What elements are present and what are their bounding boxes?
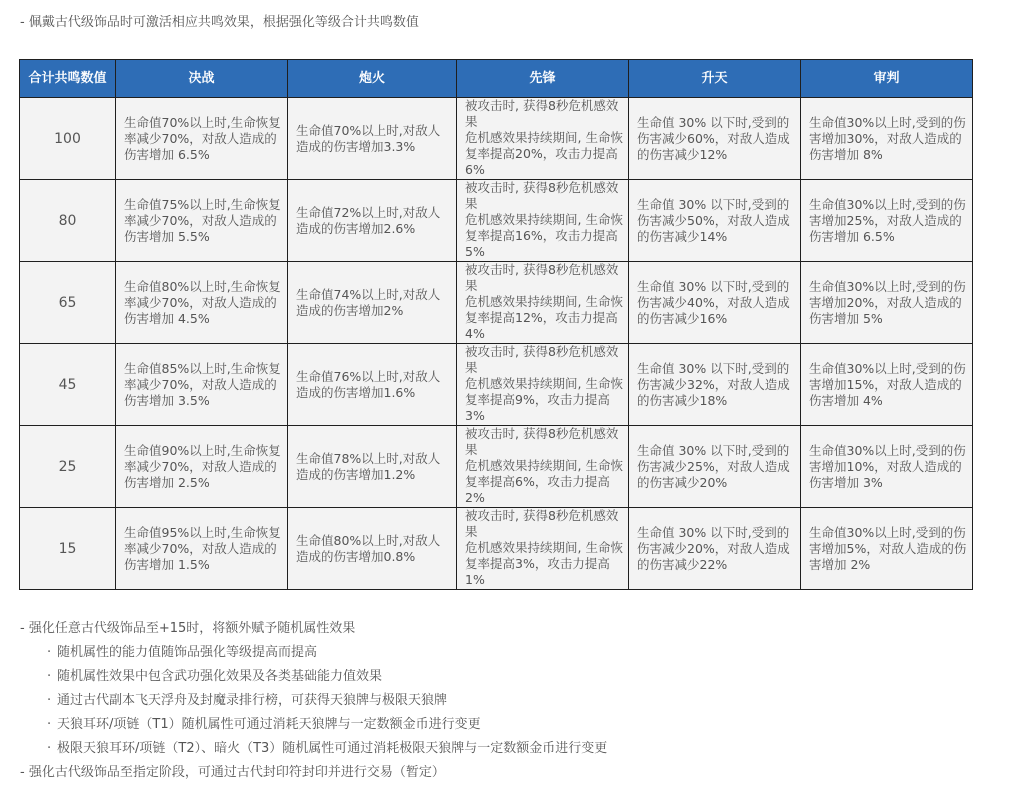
shenpan-cell: 生命值30%以上时,受到的伤害增加5%，对敌人造成的伤害增加 2% [801, 508, 973, 590]
header-total-resonance: 合计共鸣数值 [20, 60, 116, 98]
resonance-value-cell: 100 [20, 98, 116, 180]
table-row [20, 426, 973, 508]
xianfeng-cell: 被攻击时, 获得8秒危机感效果 危机感效果持续期间, 生命恢复率提高12%，攻击力提高4% [457, 262, 629, 344]
bullet-dot-icon: · [47, 717, 52, 732]
note-sub-item [20, 641, 607, 665]
xianfeng-cell: 被攻击时, 获得8秒危机感效果 危机感效果持续期间, 生命恢复率提高6%，攻击力提高2% [457, 426, 629, 508]
shenpan-cell: 生命值30%以上时,受到的伤害增加10%，对敌人造成的伤害增加 3% [801, 426, 973, 508]
table-row [20, 508, 973, 590]
paohuo-cell: 生命值80%以上时,对敌人造成的伤害增加0.8% [288, 508, 457, 590]
xianfeng-cell: 被攻击时, 获得8秒危机感效果 危机感效果持续期间, 生命恢复率提高3%，攻击力提高1% [457, 508, 629, 590]
paohuo-cell: 生命值76%以上时,对敌人造成的伤害增加1.6% [288, 344, 457, 426]
resonance-value-cell: 80 [20, 180, 116, 262]
shenpan-cell: 生命值30%以上时,受到的伤害增加25%，对敌人造成的伤害增加 6.5% [801, 180, 973, 262]
shengtian-cell: 生命值 30% 以下时,受到的伤害减少32%，对敌人造成的伤害减少18% [629, 344, 801, 426]
note-sub-text: 极限天狼耳环/项链（T2）、暗火（T3）随机属性可通过消耗极限天狼牌与一定数额金币进行变更 [57, 741, 608, 756]
note-enhance: - 强化任意古代级饰品至+15时，将额外赋予随机属性效果 [20, 621, 356, 636]
paohuo-cell: 生命值70%以上时,对敌人造成的伤害增加3.3% [288, 98, 457, 180]
paohuo-cell: 生命值78%以上时,对敌人造成的伤害增加1.2% [288, 426, 457, 508]
header-paohuo: 炮火 [288, 60, 457, 98]
shengtian-cell: 生命值 30% 以下时,受到的伤害减少60%，对敌人造成的伤害减少12% [629, 98, 801, 180]
note-sub-item [20, 737, 607, 761]
juezhan-cell: 生命值85%以上时,生命恢复率减少70%，对敌人造成的伤害增加 3.5% [116, 344, 288, 426]
juezhan-cell: 生命值80%以上时,生命恢复率减少70%，对敌人造成的伤害增加 4.5% [116, 262, 288, 344]
notes-section [20, 617, 607, 785]
resonance-value-cell: 15 [20, 508, 116, 590]
note-sub-item [20, 689, 607, 713]
note-sub-item [20, 713, 607, 737]
shengtian-cell: 生命值 30% 以下时,受到的伤害减少25%，对敌人造成的伤害减少20% [629, 426, 801, 508]
shenpan-cell: 生命值30%以上时,受到的伤害增加15%，对敌人造成的伤害增加 4% [801, 344, 973, 426]
note-trade: - 强化古代级饰品至指定阶段，可通过古代封印符封印并进行交易（暂定） [20, 765, 445, 780]
note-sub-text: 通过古代副本飞天浮舟及封魔录排行榜，可获得天狼牌与极限天狼牌 [57, 693, 448, 708]
table-row [20, 262, 973, 344]
bullet-dot-icon: · [47, 741, 52, 756]
xianfeng-cell: 被攻击时, 获得8秒危机感效果 危机感效果持续期间, 生命恢复率提高16%，攻击力提高5% [457, 180, 629, 262]
shengtian-cell: 生命值 30% 以下时,受到的伤害减少50%，对敌人造成的伤害减少14% [629, 180, 801, 262]
paohuo-cell: 生命值72%以上时,对敌人造成的伤害增加2.6% [288, 180, 457, 262]
shenpan-cell: 生命值30%以上时,受到的伤害增加30%，对敌人造成的伤害增加 8% [801, 98, 973, 180]
header-shenpan: 审判 [801, 60, 973, 98]
bullet-dot-icon: · [47, 669, 52, 684]
resonance-value-cell: 25 [20, 426, 116, 508]
table-header-row [20, 60, 973, 98]
paohuo-cell: 生命值74%以上时,对敌人造成的伤害增加2% [288, 262, 457, 344]
bullet-dot-icon: · [47, 645, 52, 660]
shengtian-cell: 生命值 30% 以下时,受到的伤害减少40%，对敌人造成的伤害减少16% [629, 262, 801, 344]
table-row [20, 98, 973, 180]
note-sub-text: 天狼耳环/项链（T1）随机属性可通过消耗天狼牌与一定数额金币进行变更 [57, 717, 481, 732]
juezhan-cell: 生命值95%以上时,生命恢复率减少70%，对敌人造成的伤害增加 1.5% [116, 508, 288, 590]
note-sub-text: 随机属性的能力值随饰品强化等级提高而提高 [57, 645, 318, 660]
shenpan-cell: 生命值30%以上时,受到的伤害增加20%，对敌人造成的伤害增加 5% [801, 262, 973, 344]
bullet-dot-icon: · [47, 693, 52, 708]
juezhan-cell: 生命值70%以上时,生命恢复率减少70%，对敌人造成的伤害增加 6.5% [116, 98, 288, 180]
shengtian-cell: 生命值 30% 以下时,受到的伤害减少20%，对敌人造成的伤害减少22% [629, 508, 801, 590]
note-sub-item [20, 665, 607, 689]
intro-text: - 佩戴古代级饰品时可激活相应共鸣效果，根据强化等级合计共鸣数值 [20, 15, 419, 30]
note-sub-text: 随机属性效果中包含武功强化效果及各类基础能力值效果 [57, 669, 383, 684]
table-row [20, 344, 973, 426]
resonance-value-cell: 45 [20, 344, 116, 426]
xianfeng-cell: 被攻击时, 获得8秒危机感效果 危机感效果持续期间, 生命恢复率提高20%，攻击力提高6% [457, 98, 629, 180]
header-xianfeng: 先锋 [457, 60, 629, 98]
table-row [20, 180, 973, 262]
juezhan-cell: 生命值90%以上时,生命恢复率减少70%，对敌人造成的伤害增加 2.5% [116, 426, 288, 508]
xianfeng-cell: 被攻击时, 获得8秒危机感效果 危机感效果持续期间, 生命恢复率提高9%，攻击力提高3% [457, 344, 629, 426]
juezhan-cell: 生命值75%以上时,生命恢复率减少70%，对敌人造成的伤害增加 5.5% [116, 180, 288, 262]
resonance-table [19, 59, 973, 590]
header-juezhan: 决战 [116, 60, 288, 98]
resonance-value-cell: 65 [20, 262, 116, 344]
header-shengtian: 升天 [629, 60, 801, 98]
